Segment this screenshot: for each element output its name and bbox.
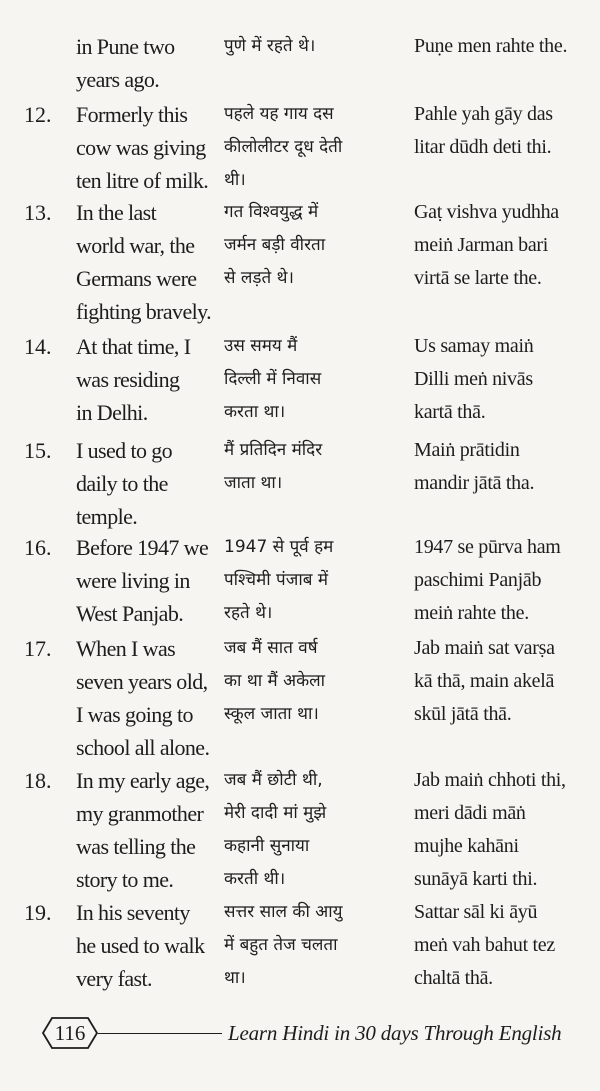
english-phrase: At that time, I was residing in Delhi. [76,334,191,425]
english-phrase: I used to go daily to the temple. [76,438,173,529]
transliteration: Us samay maiṅ Dilli meṅ nivās kartā thā. [414,335,534,423]
english-phrase: In my early age, my granmother was telling the story to me. [76,768,210,892]
footer-divider [98,1033,222,1034]
english-phrase: When I was seven years old, I was going to school all alone. [76,636,210,760]
hindi-phrase: जब मैं छोटी थी, मेरी दादी मां मुझे कहानी सुनाया करती थी। [224,770,327,889]
hindi-phrase: पुणे में रहते थे। [224,36,316,56]
transliteration: Jab maiṅ chhoti thi, meri dādi māṅ mujhe kahāni sunāyā karti thi. [414,769,566,890]
phrase-number: 15. [24,438,52,463]
english-phrase: In his seventy he used to walk very fast. [76,900,205,991]
english-phrase: In the last world war, the Germans were fighting bravely. [76,200,212,324]
phrase-number: 19. [24,900,52,925]
phrase-number: 16. [24,535,52,560]
page-number: 116 [54,1021,86,1045]
phrase-number: 17. [24,636,52,661]
hindi-phrase: जब मैं सात वर्ष का था मैं अकेला स्कूल जाता था। [224,638,326,724]
phrase-number: 12. [24,102,52,127]
transliteration: Pahle yah gāy das litar dūdh deti thi. [414,103,553,158]
hindi-phrase: गत विश्वयुद्ध में जर्मन बड़ी वीरता से लड़ते थे। [224,202,326,288]
transliteration: Puṇe men rahte the. [414,35,568,57]
book-title: Learn Hindi in 30 days Through English [228,1021,562,1045]
english-phrase: Formerly this cow was giving ten litre of milk. [76,102,209,193]
transliteration: 1947 se pūrva ham paschimi Panjāb meiṅ rahte the. [414,536,561,624]
english-phrase: in Pune two years ago. [76,34,175,92]
hindi-phrase: उस समय मैं दिल्ली में निवास करता था। [224,336,322,422]
hindi-phrase: मैं प्रतिदिन मंदिर जाता था। [224,440,323,493]
transliteration: Sattar sāl ki āyū meṅ vah bahut tez chaltā thā. [414,901,555,989]
phrase-number: 14. [24,334,52,359]
hindi-phrase: 1947 से पूर्व हम पश्चिमी पंजाब में रहते थे। [224,537,334,623]
hindi-phrase: पहले यह गाय दस कीलोलीटर दूध देती थी। [224,104,343,190]
english-phrase: Before 1947 we were living in West Panjab. [76,535,209,626]
transliteration: Gaṭ vishva yudhha meiṅ Jarman bari virtā se larte the. [414,201,559,289]
phrase-number: 13. [24,200,52,225]
phrase-number: 18. [24,768,52,793]
transliteration: Maiṅ prātidin mandir jātā tha. [414,439,535,494]
hindi-phrase: सत्तर साल की आयु में बहुत तेज चलता था। [224,902,343,988]
page-footer [0,1012,600,1056]
page-number-badge [42,1016,98,1050]
transliteration: Jab maiṅ sat varṣa kā thā, main akelā skūl jātā thā. [414,637,555,725]
